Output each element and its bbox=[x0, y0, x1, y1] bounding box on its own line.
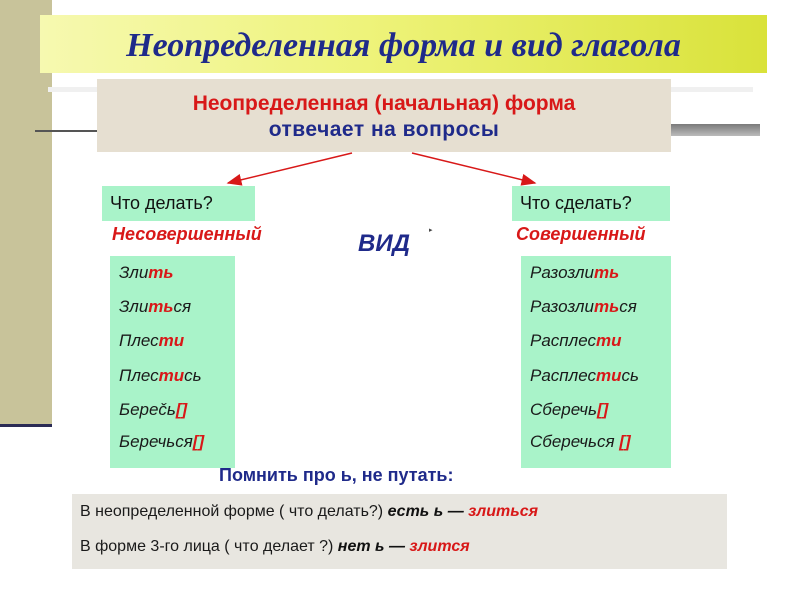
list-item: Плестись bbox=[119, 366, 202, 385]
right-divider-bar bbox=[670, 124, 760, 136]
question-perfective: Что сделать? bbox=[512, 186, 670, 221]
infinitive-subheading: отвечает на вопросы bbox=[268, 118, 500, 141]
rules-box bbox=[72, 494, 727, 569]
list-item: Беречься[] bbox=[119, 432, 205, 451]
list-item: Злить bbox=[119, 263, 174, 282]
aspect-perfective-label: Совершенный bbox=[516, 224, 646, 244]
perfective-word-list bbox=[521, 256, 671, 468]
list-item: Сберечь[] bbox=[530, 400, 609, 419]
imperfective-word-list bbox=[110, 256, 235, 468]
rule-infinitive: В неопределенной форме ( что делать?) есть ь — злиться bbox=[80, 503, 539, 520]
sidebar-underline bbox=[0, 424, 52, 427]
list-item: Расплестись bbox=[530, 366, 639, 385]
left-divider-line bbox=[35, 130, 97, 132]
remember-note: Помнить про ь, не путать: bbox=[219, 465, 454, 485]
list-item: Берečь[] bbox=[119, 400, 188, 419]
page-title: Неопределенная форма и вид глагола bbox=[126, 27, 681, 64]
question-imperfective: Что делать? bbox=[102, 186, 255, 221]
arrow-right bbox=[412, 153, 535, 183]
arrow-left bbox=[228, 153, 352, 183]
list-item: Плести bbox=[119, 331, 185, 350]
list-item: Разозлиться bbox=[530, 297, 637, 316]
infinitive-box bbox=[97, 79, 671, 152]
list-item: Разозлить bbox=[530, 263, 620, 282]
title-banner bbox=[40, 15, 767, 73]
aspect-center-label: ВИД bbox=[358, 230, 410, 257]
rule-third-person: В форме 3-го лица ( чтo делает ?) нет ь — злится bbox=[80, 538, 470, 555]
aspect-imperfective-label: Несовершенный bbox=[112, 224, 262, 244]
list-item: Сберечься [] bbox=[530, 432, 631, 451]
infinitive-heading: Неопределенная (начальная) форма bbox=[192, 92, 576, 115]
list-item: Злиться bbox=[119, 297, 192, 316]
tiny-cursor-mark: ▸ bbox=[429, 227, 433, 234]
list-item: Расплести bbox=[530, 331, 622, 350]
